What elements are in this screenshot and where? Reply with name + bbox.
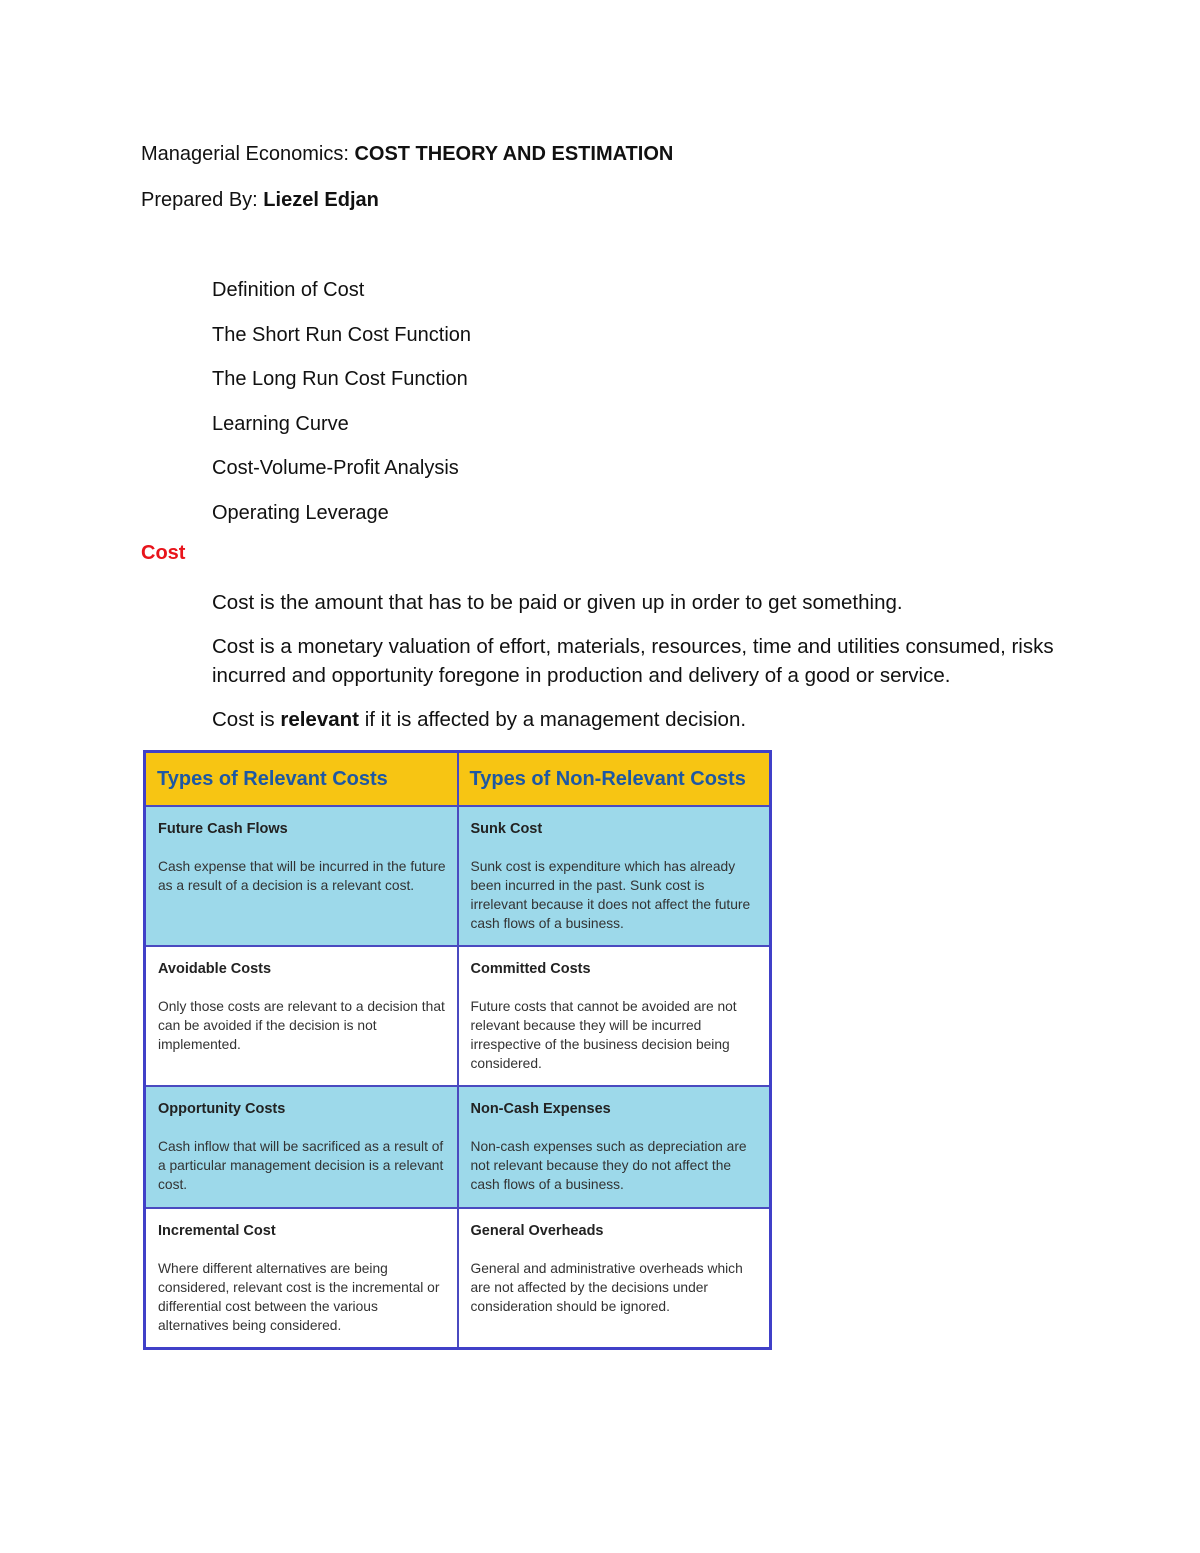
table-row	[145, 1086, 771, 1208]
non-relevant-costs-header: Types of Non-Relevant Costs	[458, 752, 771, 807]
cost-definitions	[176, 588, 1076, 749]
outline-list	[176, 276, 471, 543]
prepared-by-label: Prepared By:	[141, 189, 264, 211]
table-row	[145, 806, 771, 946]
table-cell: Non-Cash Expenses Non-cash expenses such as depreciation are not relevant because they do not affect the cash flows of a business.	[458, 1086, 771, 1208]
table-header-row	[145, 752, 771, 807]
bullet-icon	[176, 588, 212, 617]
table-cell: Opportunity Costs Cash inflow that will be sacrificed as a result of a particular management decision is a relevant cost.	[145, 1086, 458, 1208]
course-name: Managerial Economics:	[141, 143, 355, 165]
list-item: The Short Run Cost Function	[212, 323, 472, 346]
list-item: Cost is a monetary valuation of effort, materials, resources, time and utilities consumed, risks incurred and opportunity foregone in production and delivery of a good or service.	[176, 632, 1076, 690]
table-cell: Committed Costs Future costs that cannot be avoided are not relevant because they will be incurred irrespective of the business decision being considered.	[458, 946, 771, 1086]
author-name: Liezel Edjan	[263, 189, 379, 211]
topic-name: COST THEORY AND ESTIMATION	[354, 143, 674, 165]
list-item: The Long Run Cost Function	[212, 368, 468, 390]
author-line	[141, 189, 379, 212]
table-cell: Sunk Cost Sunk cost is expenditure which has already been incurred in the past. Sunk cost is irrelevant because it does not affect the future cash flows of a business.	[458, 806, 771, 946]
table-cell: Avoidable Costs Only those costs are relevant to a decision that can be avoided if the decision is not implemented.	[145, 946, 458, 1086]
relevant-emphasis: relevant	[280, 708, 359, 731]
relevant-costs-header: Types of Relevant Costs	[145, 752, 458, 807]
list-item: Learning Curve	[212, 412, 349, 435]
list-item: Cost-Volume-Profit Analysis	[212, 457, 459, 479]
list-item: Definition of Cost	[212, 279, 365, 301]
table-row	[145, 1208, 771, 1349]
list-item: Cost is relevant if it is affected by a management decision.	[176, 705, 1076, 734]
cost-section-heading: Cost	[141, 542, 186, 564]
bullet-icon	[176, 632, 212, 690]
table-cell: Future Cash Flows Cash expense that will be incurred in the future as a result of a decision is a relevant cost.	[145, 806, 458, 946]
bullet-icon	[176, 705, 212, 734]
document-title	[141, 143, 673, 166]
table-row	[145, 946, 771, 1086]
table-cell: General Overheads General and administrative overheads which are not affected by the decisions under consideration should be ignored.	[458, 1208, 771, 1349]
list-item: Cost is the amount that has to be paid or given up in order to get something.	[176, 588, 1076, 617]
list-item: Operating Leverage	[212, 501, 389, 524]
table-cell: Incremental Cost Where different alternatives are being considered, relevant cost is the incremental or differential cost between the various alternatives being considered.	[145, 1208, 458, 1349]
relevant-costs-table	[143, 750, 772, 1350]
